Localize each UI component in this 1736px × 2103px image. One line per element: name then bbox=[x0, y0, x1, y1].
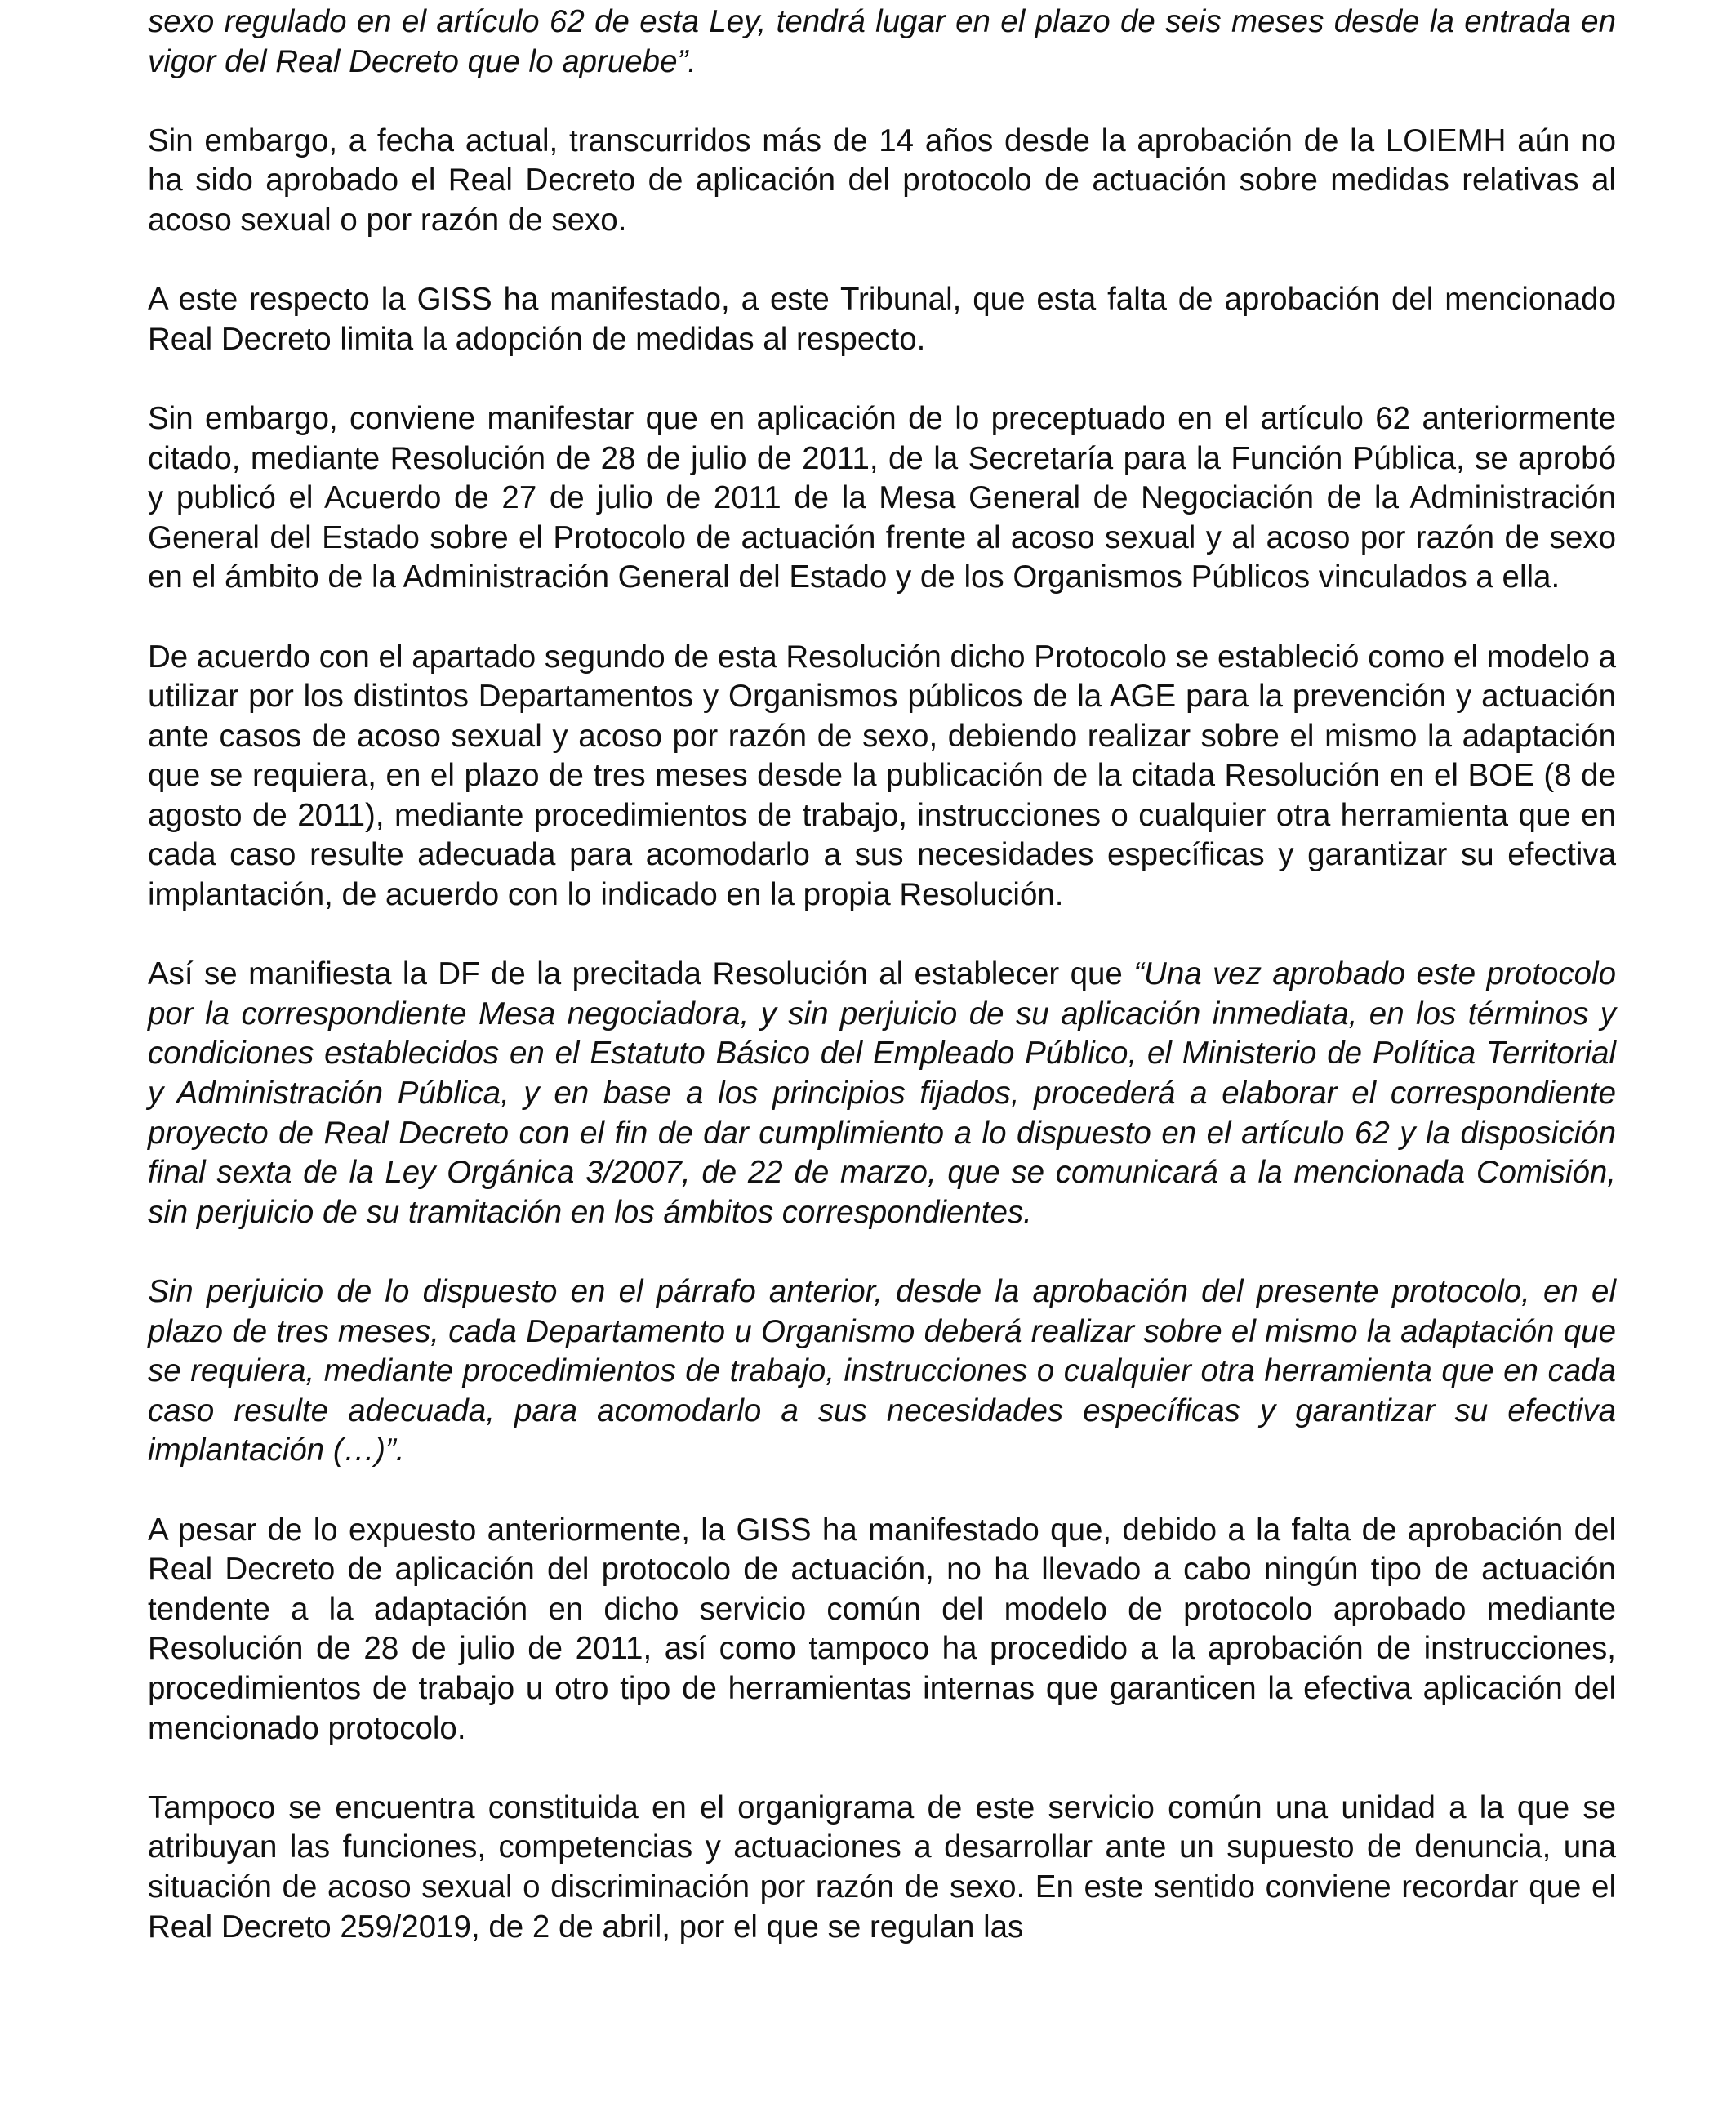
paragraph-text: Tampoco se encuentra constituida en el organigrama de este servicio común una unidad a la que se atribuyan las funciones, competencias y actuaciones a desarrollar ante un supuesto de denuncia, una situación de acoso sexual o discriminación por razón de sexo. En este sentido conviene recordar que el Real Decreto 259/2019, de 2 de abril, por el que se regulan las bbox=[148, 1789, 1616, 1945]
paragraph-text: Sin embargo, conviene manifestar que en aplicación de lo preceptuado en el artículo 62 anteriormente citado, mediante Resolución de 28 de julio de 2011, de la Secretaría para la Función Pública, se aprobó y publicó el Acuerdo de 27 de julio de 2011 de la Mesa General de Negociación de la Administración General del Estado sobre el Protocolo de actuación frente al acoso sexual y al acoso por razón de sexo en el ámbito de la Administración General del Estado y de los Organismos Públicos vinculados a ella. bbox=[148, 400, 1616, 595]
paragraph-quote-end bbox=[148, 2, 1616, 82]
paragraph-text: Así se manifiesta la DF de la precitada Resolución al establecer que bbox=[148, 956, 1134, 992]
paragraph-text: Sin embargo, a fecha actual, transcurridos más de 14 años desde la aprobación de la LOIEMH aún no ha sido aprobado el Real Decreto de aplicación del protocolo de actuación sobre medidas relativas al acoso sexual o por razón de sexo. bbox=[148, 123, 1616, 238]
paragraph-text: De acuerdo con el apartado segundo de esta Resolución dicho Protocolo se estableció como el modelo a utilizar por los distintos Departamentos y Organismos públicos de la AGE para la prevención y actuación ante casos de acoso sexual y acoso por razón de sexo, debiendo realizar sobre el mismo la adaptación que se requiera, en el plazo de tres meses desde la publicación de la citada Resolución en el BOE (8 de agosto de 2011), mediante procedimientos de trabajo, instrucciones o cualquier otra herramienta que en cada caso resulte adecuada para acomodarlo a sus necesidades específicas y garantizar su efectiva implantación, de acuerdo con lo indicado en la propia Resolución. bbox=[148, 639, 1616, 913]
paragraph-giss-statement bbox=[148, 280, 1616, 359]
paragraph-loiemh-status bbox=[148, 122, 1616, 241]
paragraph-quote-text: Sin perjuicio de lo dispuesto en el párrafo anterior, desde la aprobación del presente protocolo, en el plazo de tres meses, cada Departamento u Organismo deberá realizar sobre el mismo la adaptación que se requiera, mediante procedimientos de trabajo, instrucciones o cualquier otra herramienta que en cada caso resulte adecuada, para acomodarlo a sus necesidades específicas y garantizar su efectiva implantación (…)”. bbox=[148, 1274, 1616, 1468]
paragraph-organigram bbox=[148, 1789, 1616, 1947]
paragraph-resolution-2011 bbox=[148, 399, 1616, 598]
paragraph-df-resolution bbox=[148, 955, 1616, 1232]
paragraph-quote-continuation bbox=[148, 1272, 1616, 1471]
document-page bbox=[148, 0, 1616, 1987]
paragraph-giss-no-action bbox=[148, 1511, 1616, 1749]
paragraph-quote-text: “Una vez aprobado este protocolo por la correspondiente Mesa negociadora, y sin perjuicio de su aplicación inmediata, en los términos y condiciones establecidos en el Estatuto Básico del Empleado Público, el Ministerio de Política Territorial y Administración Pública, y en base a los principios fijados, procederá a elaborar el correspondiente proyecto de Real Decreto con el fin de dar cumplimiento a lo dispuesto en el artículo 62 y la disposición final sexta de la Ley Orgánica 3/2007, de 22 de marzo, que se comunicará a la mencionada Comisión, sin perjuicio de su tramitación en los ámbitos correspondientes. bbox=[148, 956, 1616, 1230]
paragraph-protocol-model bbox=[148, 638, 1616, 916]
paragraph-text: sexo regulado en el artículo 62 de esta Ley, tendrá lugar en el plazo de seis meses desde la entrada en vigor del Real Decreto que lo apruebe”. bbox=[148, 4, 1616, 79]
paragraph-text: A este respecto la GISS ha manifestado, a este Tribunal, que esta falta de aprobación del mencionado Real Decreto limita la adopción de medidas al respecto. bbox=[148, 282, 1616, 357]
paragraph-text: A pesar de lo expuesto anteriormente, la GISS ha manifestado que, debido a la falta de aprobación del Real Decreto de aplicación del protocolo de actuación, no ha llevado a cabo ningún tipo de actuación tendente a la adaptación en dicho servicio común del modelo de protocolo aprobado mediante Resolución de 28 de julio de 2011, así como tampoco ha procedido a la aprobación de instrucciones, procedimientos de trabajo u otro tipo de herramientas internas que garanticen la efectiva aplicación del mencionado protocolo. bbox=[148, 1512, 1616, 1746]
